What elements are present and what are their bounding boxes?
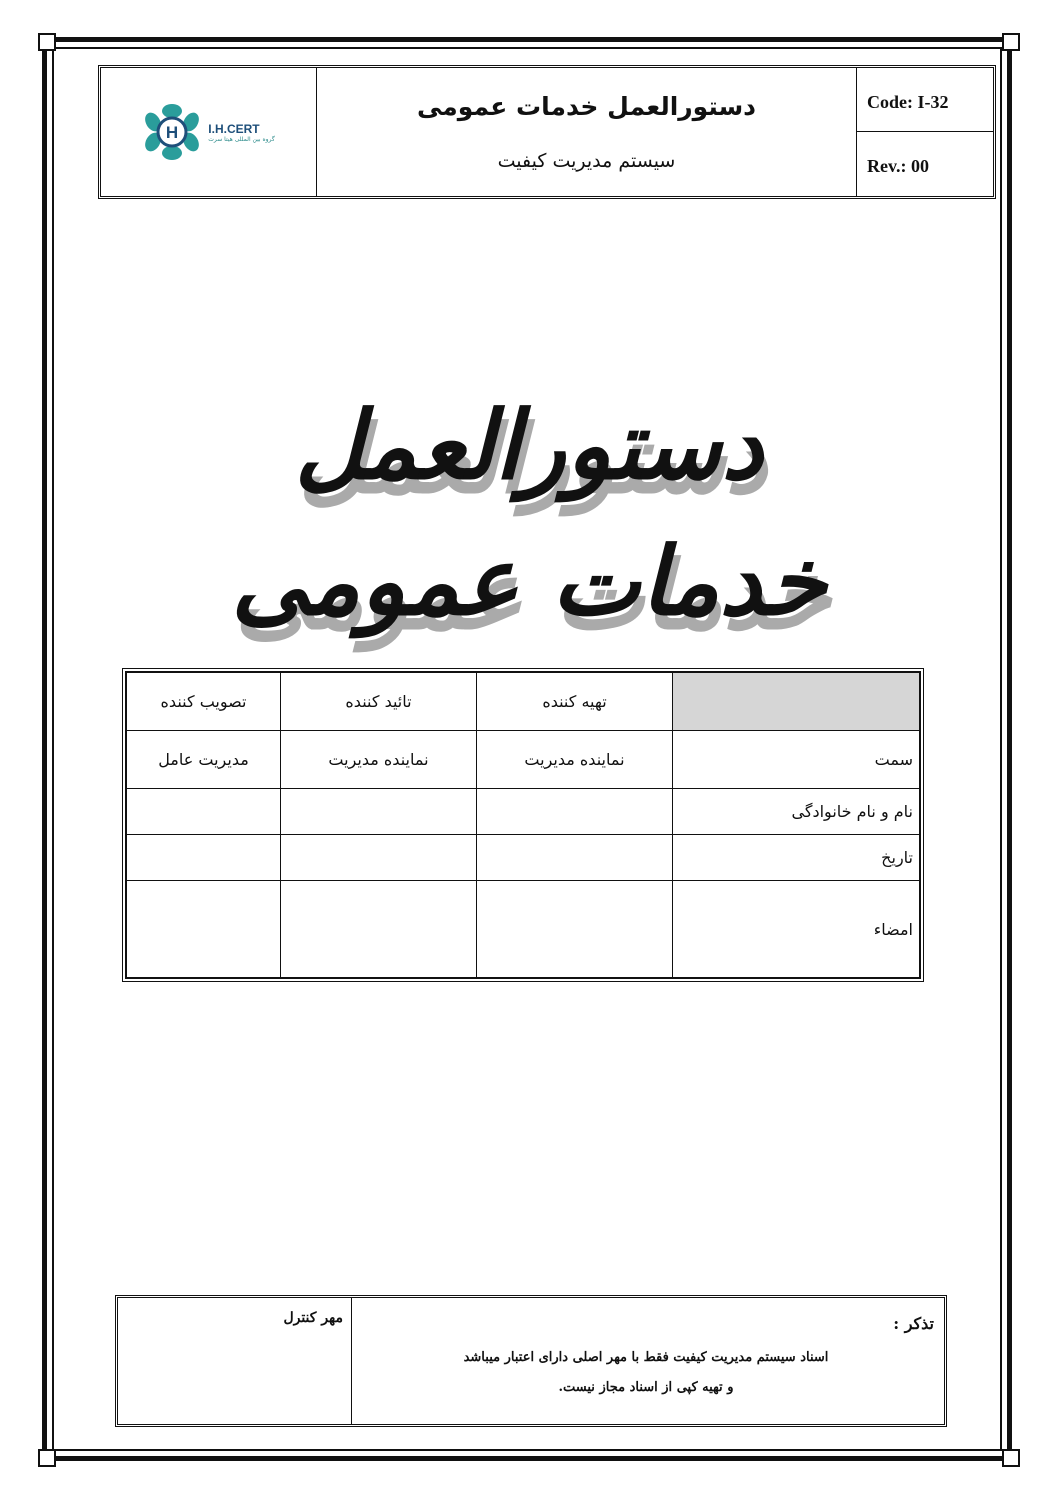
- table-cell: نماینده مدیریت: [477, 731, 673, 789]
- table-cell: [127, 835, 281, 881]
- row-label-signature: امضاء: [673, 881, 920, 978]
- column-header-preparer: تهیه کننده: [477, 673, 673, 731]
- table-cell: [127, 789, 281, 835]
- table-cell: مدیریت عامل: [127, 731, 281, 789]
- table-row: [127, 731, 920, 789]
- frame-corner-top-left: [38, 33, 56, 51]
- reminder-label: تذکر :: [893, 1314, 934, 1333]
- table-row: [127, 881, 920, 978]
- note-line-2: و تهیه کپی از اسناد مجاز نیست.: [558, 1380, 734, 1395]
- signature-table: [122, 668, 924, 982]
- svg-text:H: H: [166, 123, 179, 142]
- frame-corner-top-right: [1002, 33, 1020, 51]
- table-cell: [281, 789, 477, 835]
- signature-header-row: [127, 673, 920, 731]
- document-header: [98, 65, 996, 199]
- note-line-1: اسناد سیستم مدیریت کیفیت فقط با مهر اصلی دارای اعتبار میباشد: [463, 1350, 829, 1365]
- row-label-full-name: نام و نام خانوادگی: [673, 789, 920, 835]
- document-revision: Rev.: 00: [867, 156, 929, 176]
- footer-note-box: [115, 1295, 947, 1427]
- control-stamp-area: [118, 1298, 352, 1424]
- table-row: [127, 835, 920, 881]
- control-stamp-label: مهر کنترل: [283, 1310, 343, 1326]
- main-title-line1: دستورالعمل: [294, 392, 764, 501]
- table-cell: [127, 881, 281, 978]
- table-cell: نماینده مدیریت: [281, 731, 477, 789]
- signature-header-blank: [673, 673, 920, 731]
- row-label-date: تاریخ: [673, 835, 920, 881]
- row-label-position: سمت: [673, 731, 920, 789]
- document-title: دستورالعمل خدمات عمومی: [417, 92, 756, 121]
- column-header-approver: تصویب کننده: [127, 673, 281, 731]
- table-cell: [281, 835, 477, 881]
- frame-corner-bottom-left: [38, 1449, 56, 1467]
- main-title-line2: خدمات عمومی: [231, 528, 827, 637]
- code-cell: [857, 68, 993, 196]
- table-cell: [477, 881, 673, 978]
- document-code: Code: I-32: [857, 68, 993, 132]
- document-subtitle: سیستم مدیریت کیفیت: [497, 150, 676, 172]
- table-cell: [281, 881, 477, 978]
- logo-cell: [101, 68, 317, 196]
- table-cell: [477, 789, 673, 835]
- column-header-verifier: تائید کننده: [281, 673, 477, 731]
- company-logo: [142, 102, 274, 162]
- logo-name: I.H.CERT: [208, 121, 260, 136]
- logo-tagline: گروه بین المللی هیتا سرت: [208, 135, 275, 143]
- hitacert-logo-icon: [142, 102, 202, 162]
- table-cell: [477, 835, 673, 881]
- title-cell: [317, 68, 857, 196]
- frame-corner-bottom-right: [1002, 1449, 1020, 1467]
- table-row: [127, 789, 920, 835]
